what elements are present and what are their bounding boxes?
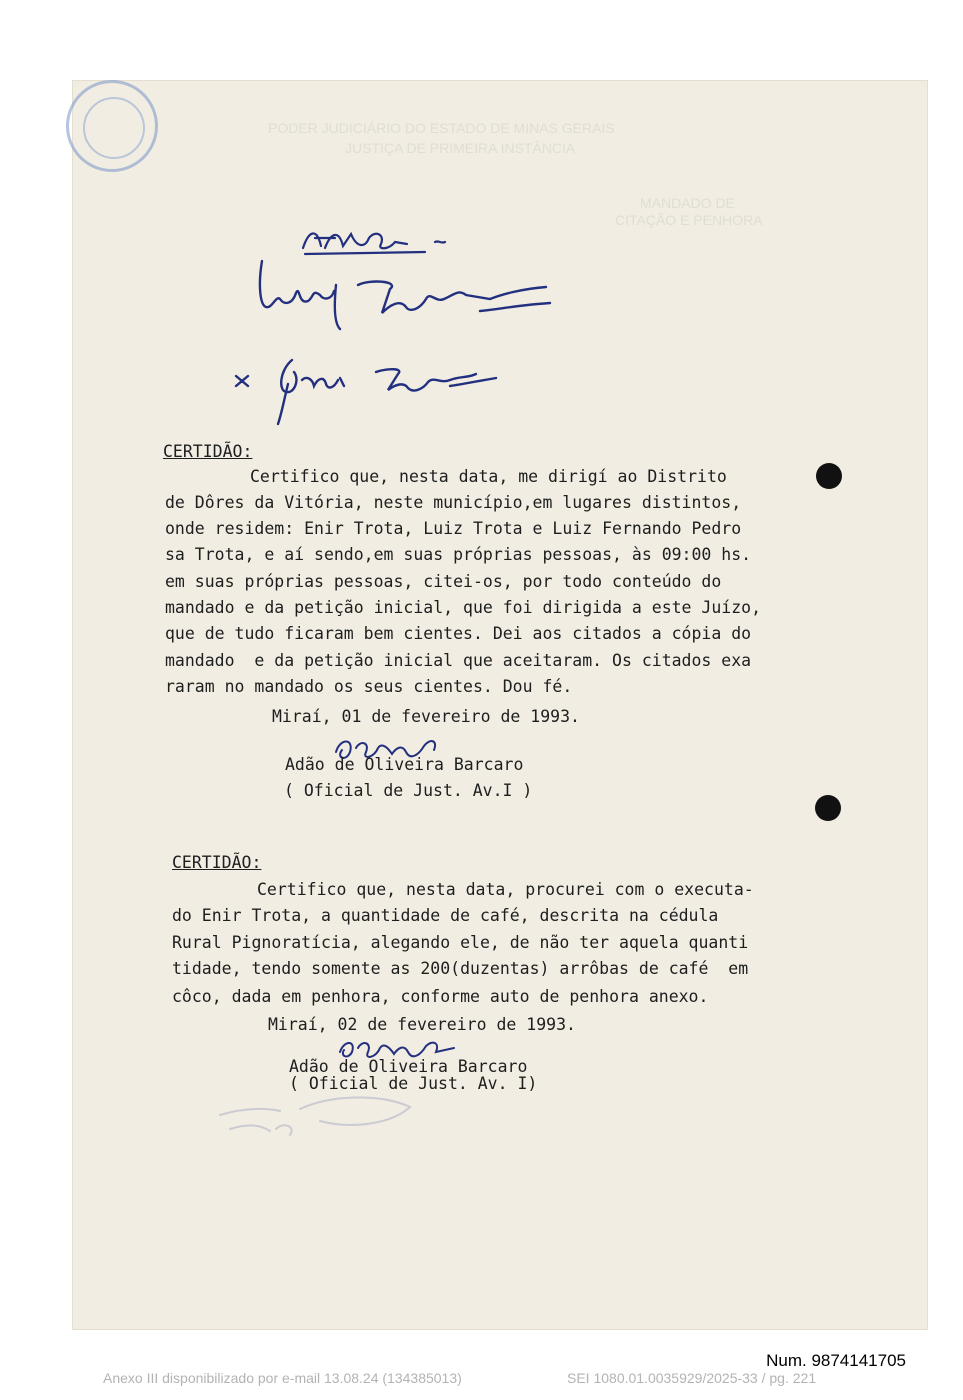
bleed-through-title-2: CITAÇÃO E PENHORA	[615, 212, 763, 228]
circular-stamp	[66, 80, 158, 172]
punch-hole-upper	[816, 463, 842, 489]
bleed-through-header-2: JUSTIÇA DE PRIMEIRA INSTÂNCIA	[345, 140, 576, 156]
certidao-2-line-1: Certifico que, nesta data, procurei com o executa-	[257, 880, 754, 899]
page-reference-number: Num. 9874141705	[766, 1351, 906, 1370]
bleed-through-title-1: MANDADO DE	[640, 195, 735, 211]
certidao-1-line-3: onde residem: Enir Trota, Luiz Trota e Luiz Fernando Pedro	[165, 519, 742, 538]
certidao-1-line-1: Certifico que, nesta data, me dirigí ao Distrito	[250, 467, 727, 486]
certidao-1-officer-title: ( Oficial de Just. Av.I )	[284, 781, 533, 800]
certidao-2-heading: CERTIDÃO:	[172, 853, 262, 872]
certidao-2-line-5: côco, dada em penhora, conforme auto de penhora anexo.	[172, 987, 709, 1006]
certidao-2-date: Miraí, 02 de fevereiro de 1993.	[268, 1015, 576, 1034]
certidao-1-line-7: que de tudo ficaram bem cientes. Dei aos citados a cópia do	[165, 624, 752, 643]
certidao-2-officer-name: Adão de Oliveira Barcaro	[289, 1057, 528, 1076]
signature-trota-1	[295, 220, 475, 260]
footer-left-text: Anexo III disponibilizado por e-mail 13.08.24 (134385013)	[103, 1370, 462, 1386]
certidao-1-line-4: sa Trota, e aí sendo,em suas próprias pessoas, às 09:00 hs.	[165, 545, 752, 564]
certidao-1-heading: CERTIDÃO:	[163, 442, 253, 461]
certidao-1-line-6: mandado e da petição inicial, que foi dirigida a este Juízo,	[165, 598, 762, 617]
certidao-2-line-3: Rural Pignoratícia, alegando ele, de não ter aquela quanti	[172, 933, 749, 952]
certidao-1-line-5: em suas próprias pessoas, citei-os, por todo conteúdo do	[165, 572, 722, 591]
certidao-1-date: Miraí, 01 de fevereiro de 1993.	[272, 707, 580, 726]
signature-luiz-trota	[250, 255, 560, 335]
bleed-through-header-1: PODER JUDICIÁRIO DO ESTADO DE MINAS GERAIS	[268, 120, 615, 136]
certidao-2-officer-title: ( Oficial de Just. Av. I)	[289, 1074, 538, 1093]
certidao-2-line-4: tidade, tendo somente as 200(duzentas) arrôbas de café em	[172, 959, 749, 978]
signature-enir-trota	[228, 350, 508, 430]
punch-hole-lower	[815, 795, 841, 821]
certidao-1-line-8: mandado e da petição inicial que aceitaram. Os citados exa	[165, 651, 752, 670]
bleed-through-signature	[150, 1085, 450, 1155]
footer-right-text: SEI 1080.01.0035929/2025-33 / pg. 221	[567, 1370, 817, 1386]
certidao-1-line-2: de Dôres da Vitória, neste município,em lugares distintos,	[165, 493, 742, 512]
certidao-1-officer-name: Adão de Oliveira Barcaro	[285, 755, 524, 774]
certidao-1-line-9: raram no mandado os seus cientes. Dou fé.	[165, 677, 573, 696]
certidao-2-line-2: do Enir Trota, a quantidade de café, descrita na cédula	[172, 906, 719, 925]
